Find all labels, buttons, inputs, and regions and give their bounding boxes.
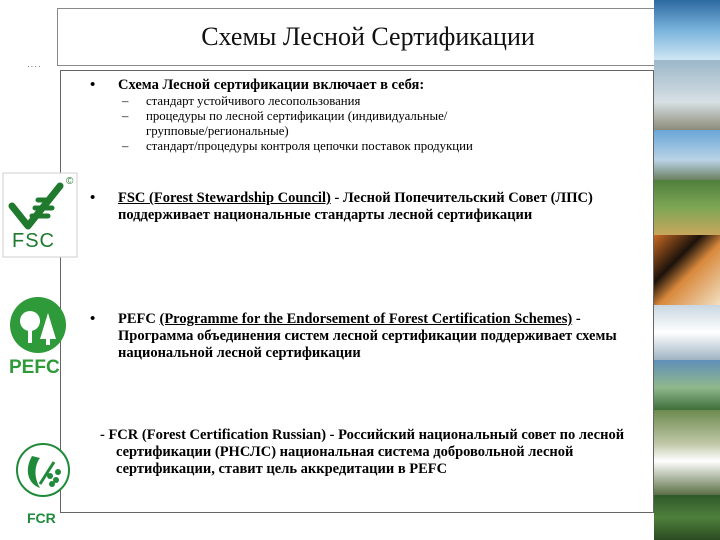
sub-item-text: стандарт устойчивого лесопользования <box>146 94 361 108</box>
sub-item <box>118 94 618 109</box>
dash-symbol: – <box>122 109 129 123</box>
sub-item <box>118 139 618 154</box>
fcr-paragraph <box>100 427 661 478</box>
tiger-photo <box>654 235 720 305</box>
sky-photo <box>654 0 720 60</box>
sub-item-text: стандарт/процедуры контроля цепочки поставок продукции <box>146 139 473 153</box>
fsc-logo-label: FSC <box>12 230 55 252</box>
sub-list <box>118 94 618 154</box>
bullet-fsc <box>90 190 628 224</box>
bullet-symbol: • <box>90 77 96 93</box>
crane-photo <box>654 410 720 495</box>
bullet-symbol: • <box>90 311 96 327</box>
bullet-intro <box>90 77 638 94</box>
decorative-dots: ···· <box>27 62 42 71</box>
meadow-photo <box>654 180 720 235</box>
fcr-text: - FCR (Forest Certification Russian) - Российский национальный совет по лесной сертификации (РНСЛС) национальная система добровольной лесной сертификации, ставит цель аккредитации в PEFC <box>100 427 625 477</box>
pefc-description: - Программа объединения систем лесной сертификации поддерживает схемы национальной лесной сертификации <box>118 311 617 361</box>
dash-symbol: – <box>122 94 129 108</box>
lake-photo <box>654 360 720 410</box>
fcr-logo <box>10 440 76 532</box>
pefc-logo-label: PEFC <box>9 357 60 378</box>
bullet-intro-text: Схема Лесной сертификации включает в себя: <box>118 77 425 93</box>
wolf-photo <box>654 60 720 130</box>
bullet-pefc <box>90 311 618 362</box>
fcr-leaf-icon <box>10 440 76 504</box>
pefc-term-expanded: (Programme for the Endorsement of Forest Certification Schemes) <box>159 311 573 327</box>
pefc-trees-icon <box>4 295 72 357</box>
sub-item-text: процедуры по лесной сертификации (индивидуальные/групповые/региональные) <box>146 109 448 138</box>
sub-item <box>118 109 486 139</box>
fsc-term: FSC (Forest Stewardship Council) <box>118 190 331 206</box>
forest-photo <box>654 495 720 540</box>
fsc-description: - Лесной Попечительский Совет (ЛПС) поддерживает национальные стандарты лесной сертификации <box>118 190 593 223</box>
bullet-symbol: • <box>90 190 96 206</box>
mountain-photo <box>654 130 720 180</box>
dash-symbol: – <box>122 139 129 153</box>
snow-tree-photo <box>654 305 720 360</box>
pefc-term: PEFC <box>118 311 156 327</box>
pefc-logo <box>4 295 72 385</box>
fcr-logo-label: FCR <box>27 510 56 526</box>
photo-strip <box>654 0 720 540</box>
fsc-logo <box>2 172 78 258</box>
slide-title: Схемы Лесной Сертификации <box>57 8 679 66</box>
fsc-copyright-mark: © <box>66 176 74 187</box>
